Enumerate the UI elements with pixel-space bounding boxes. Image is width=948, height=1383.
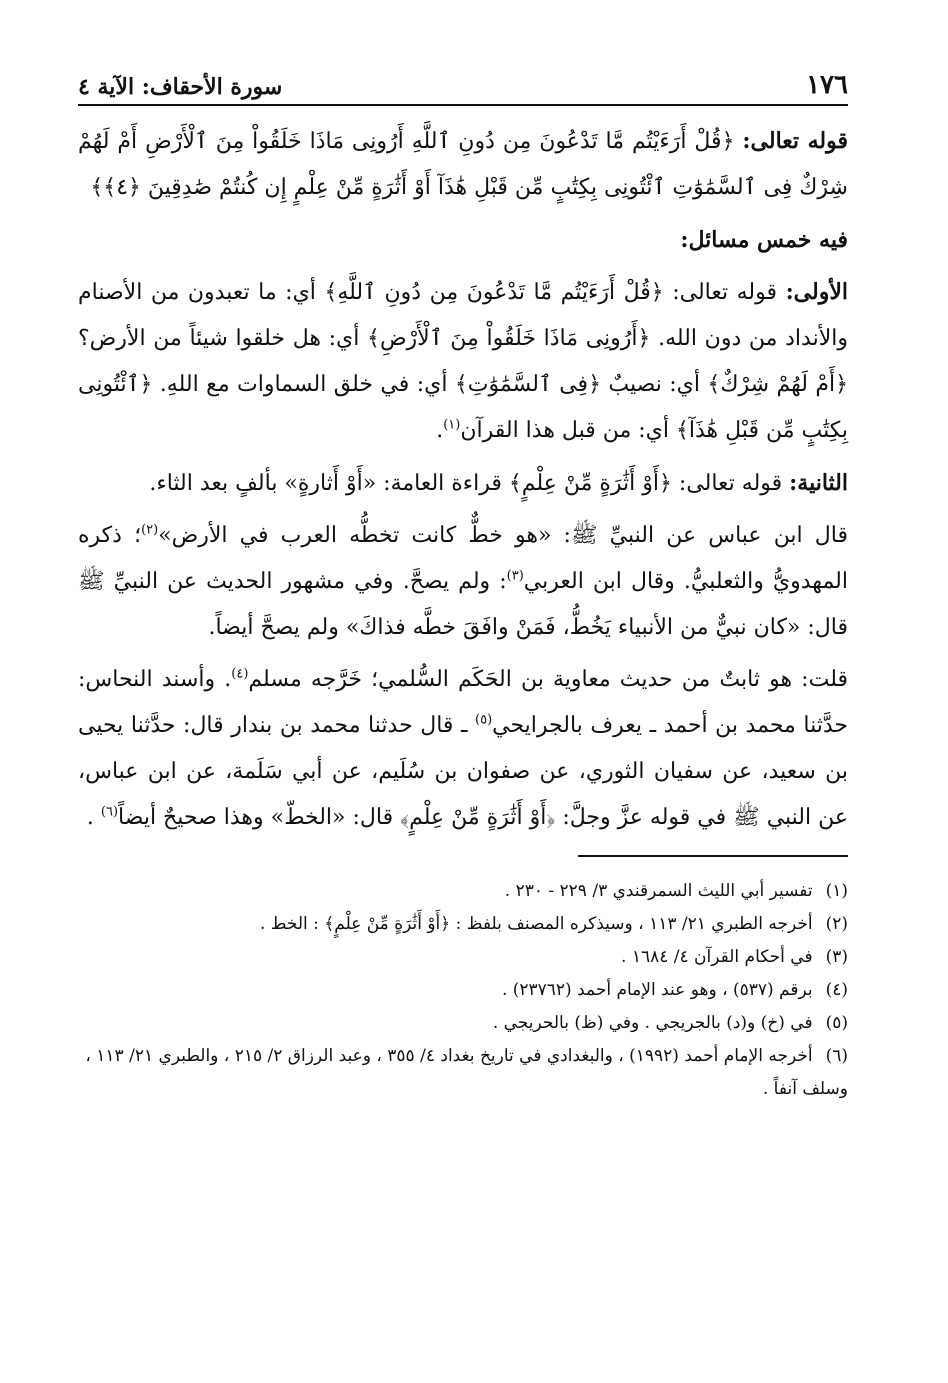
- footnote-number: (١): [825, 881, 848, 901]
- footnote-text: في أحكام القرآن ٤/ ١٦٨٤ .: [621, 947, 813, 967]
- footnote-item: [78, 941, 848, 974]
- first-issue-text: قوله تعالى: ﴿قُلْ أَرَءَيْتُم مَّا تَدْعُونَ مِن دُونِ ٱللَّهِ﴾ أي: ما تعبدون من الأصنام والأنداد من دون الله. ﴿أَرُونِى مَاذَا خَلَقُواْ مِنَ ٱلْأَرْضِ﴾ أي: هل خلقوا شيئاً من الأرض؟ ﴿أَمْ لَهُمْ شِرْكٌ﴾ أي: نصيبٌ ﴿فِى ٱلسَّمَٰوَٰتِ﴾ أي: في خلق السماوات مع اللهِ. ﴿ٱئْتُونِى بِكِتَٰبٍ مِّن قَبْلِ هَٰذَآ﴾ أي: من قبل هذا القرآن: [78, 280, 848, 443]
- footnote-number: (٢): [825, 914, 848, 934]
- intro-verse: ﴿قُلْ أَرَءَيْتُم مَّا تَدْعُونَ مِن دُونِ ٱللَّهِ أَرُونِى مَاذَا خَلَقُواْ مِنَ ٱلْأَرْضِ أَمْ لَهُمْ شِرْكٌ فِى ٱلسَّمَٰوَٰتِ ٱئْتُونِى بِكِتَٰبٍ مِّن قَبْلِ هَٰذَآ أَوْ أَثَٰرَةٍ مِّنْ عِلْمٍ إِن كُنتُمْ صَٰدِقِينَ ﴿٤﴾﴾: [78, 129, 848, 200]
- ibn-abbas-text-3: : ولم يصحَّ. وفي مشهور الحديث عن النبيِّ ﷺ قال: «كان نبيٌّ من الأنبياء يَخُطُّ، فَمَنْ وافَقَ خطَّه فذاكَ» ولم يصحَّ أيضاً.: [78, 569, 848, 640]
- commentary-end: .: [86, 805, 101, 830]
- commentary-text-1: قلت: هو ثابتٌ من حديث معاوية بن الحَكَم السُّلمي؛ خَرَّجه مسلم: [248, 667, 849, 692]
- footnote-number: (٦): [825, 1046, 848, 1066]
- footnote-text: برقم (٥٣٧) ، وهو عند الإمام أحمد (٢٣٧٦٢) .: [501, 980, 813, 1000]
- running-title: سورة الأحقاف: الآية ٤: [78, 74, 283, 100]
- main-text: [78, 118, 848, 841]
- intro-paragraph: [78, 118, 848, 211]
- ibn-abbas-text-2: ؛ ذكره المهدويُّ والثعلبيُّ. وقال ابن العربي: [78, 523, 848, 594]
- page-header: [78, 60, 848, 106]
- footnotes: [78, 875, 848, 1106]
- footnote-text: أخرجه الطبري ٢١/ ١١٣ ، وسيذكره المصنف بلفظ : ﴿أَوْ أَثَٰرَةٍ مِّنْ عِلْمٍ﴾ : الخط .: [259, 914, 813, 934]
- intro-label: قوله تعالى:: [742, 128, 849, 154]
- commentary-text-2: . وأسند النحاس: حدَّثنا محمد بن أحمد ـ يعرف بالجرايحي: [78, 667, 848, 738]
- footnote-divider: [578, 855, 848, 857]
- footnote-text: أخرجه الإمام أحمد (١٩٩٢) ، والبغدادي في تاريخ بغداد ٤/ ٣٥٥ ، وعبد الرزاق ٢/ ٢١٥ ، والطبري ٢١/ ١١٣ ، وسلف آنفاً .: [85, 1046, 848, 1099]
- second-issue-text: قوله تعالى: ﴿أَوْ أَثَٰرَةٍ مِّنْ عِلْمٍ﴾ قراءة العامة: «أَوْ أَثارةٍ» بألفٍ بعد الثاء.: [149, 471, 783, 496]
- first-issue-paragraph: [78, 269, 848, 454]
- ibn-abbas-text-1: قال ابن عباس عن النبيِّ ﷺ: «هو خطٌّ كانت تخطُّه العرب في الأرض»: [158, 523, 849, 548]
- footnote-text: في (خ) و(د) بالجريجي . وفي (ظ) بالحريجي .: [492, 1013, 813, 1033]
- footnote-item: [78, 875, 848, 908]
- footnote-item: [78, 1040, 848, 1106]
- footnote-item: [78, 1007, 848, 1040]
- footnote-number: (٥): [825, 1013, 848, 1033]
- footnote-item: [78, 974, 848, 1007]
- second-issue-paragraph: [78, 460, 848, 507]
- footnote-ref-6[interactable]: (٦): [100, 804, 119, 820]
- second-issue-label: الثانية:: [789, 470, 848, 496]
- footnote-text: تفسير أبي الليث السمرقندي ٣/ ٢٢٩ - ٢٣٠ .: [504, 881, 813, 901]
- commentary-text-3: ـ قال حدثنا محمد بن بندار قال: حدَّثنا يحيى بن سعيد، عن سفيان الثوري، عن صفوان بن سُلَيم، عن أبي سَلَمة، عن ابن عباس، عن النبي ﷺ في قوله عزَّ وجلَّ: ﴿أَوْ أَثَٰرَةٍ مِّنْ عِلْمٍ﴾ قال: «الخطّ» وهذا صحيحٌ أيضاً: [78, 713, 848, 830]
- footnote-ref-4[interactable]: (٤): [231, 666, 249, 682]
- book-page: [78, 60, 848, 1360]
- footnote-ref-5[interactable]: (٥): [475, 712, 493, 728]
- footnote-ref-3[interactable]: (٣): [506, 568, 524, 584]
- footnote-item: [78, 908, 848, 941]
- first-issue-end: .: [436, 418, 444, 443]
- issues-heading: فيه خمس مسائل:: [680, 227, 848, 253]
- first-issue-label: الأولى:: [785, 279, 849, 305]
- footnote-ref-1[interactable]: (١): [443, 417, 461, 433]
- page-number: ١٧٦: [806, 70, 848, 100]
- footnote-number: (٤): [825, 980, 848, 1000]
- commentary-paragraph: [78, 657, 848, 841]
- footnote-ref-2[interactable]: (٢): [141, 522, 159, 538]
- ibn-abbas-paragraph: [78, 513, 848, 651]
- footnote-number: (٣): [825, 947, 848, 967]
